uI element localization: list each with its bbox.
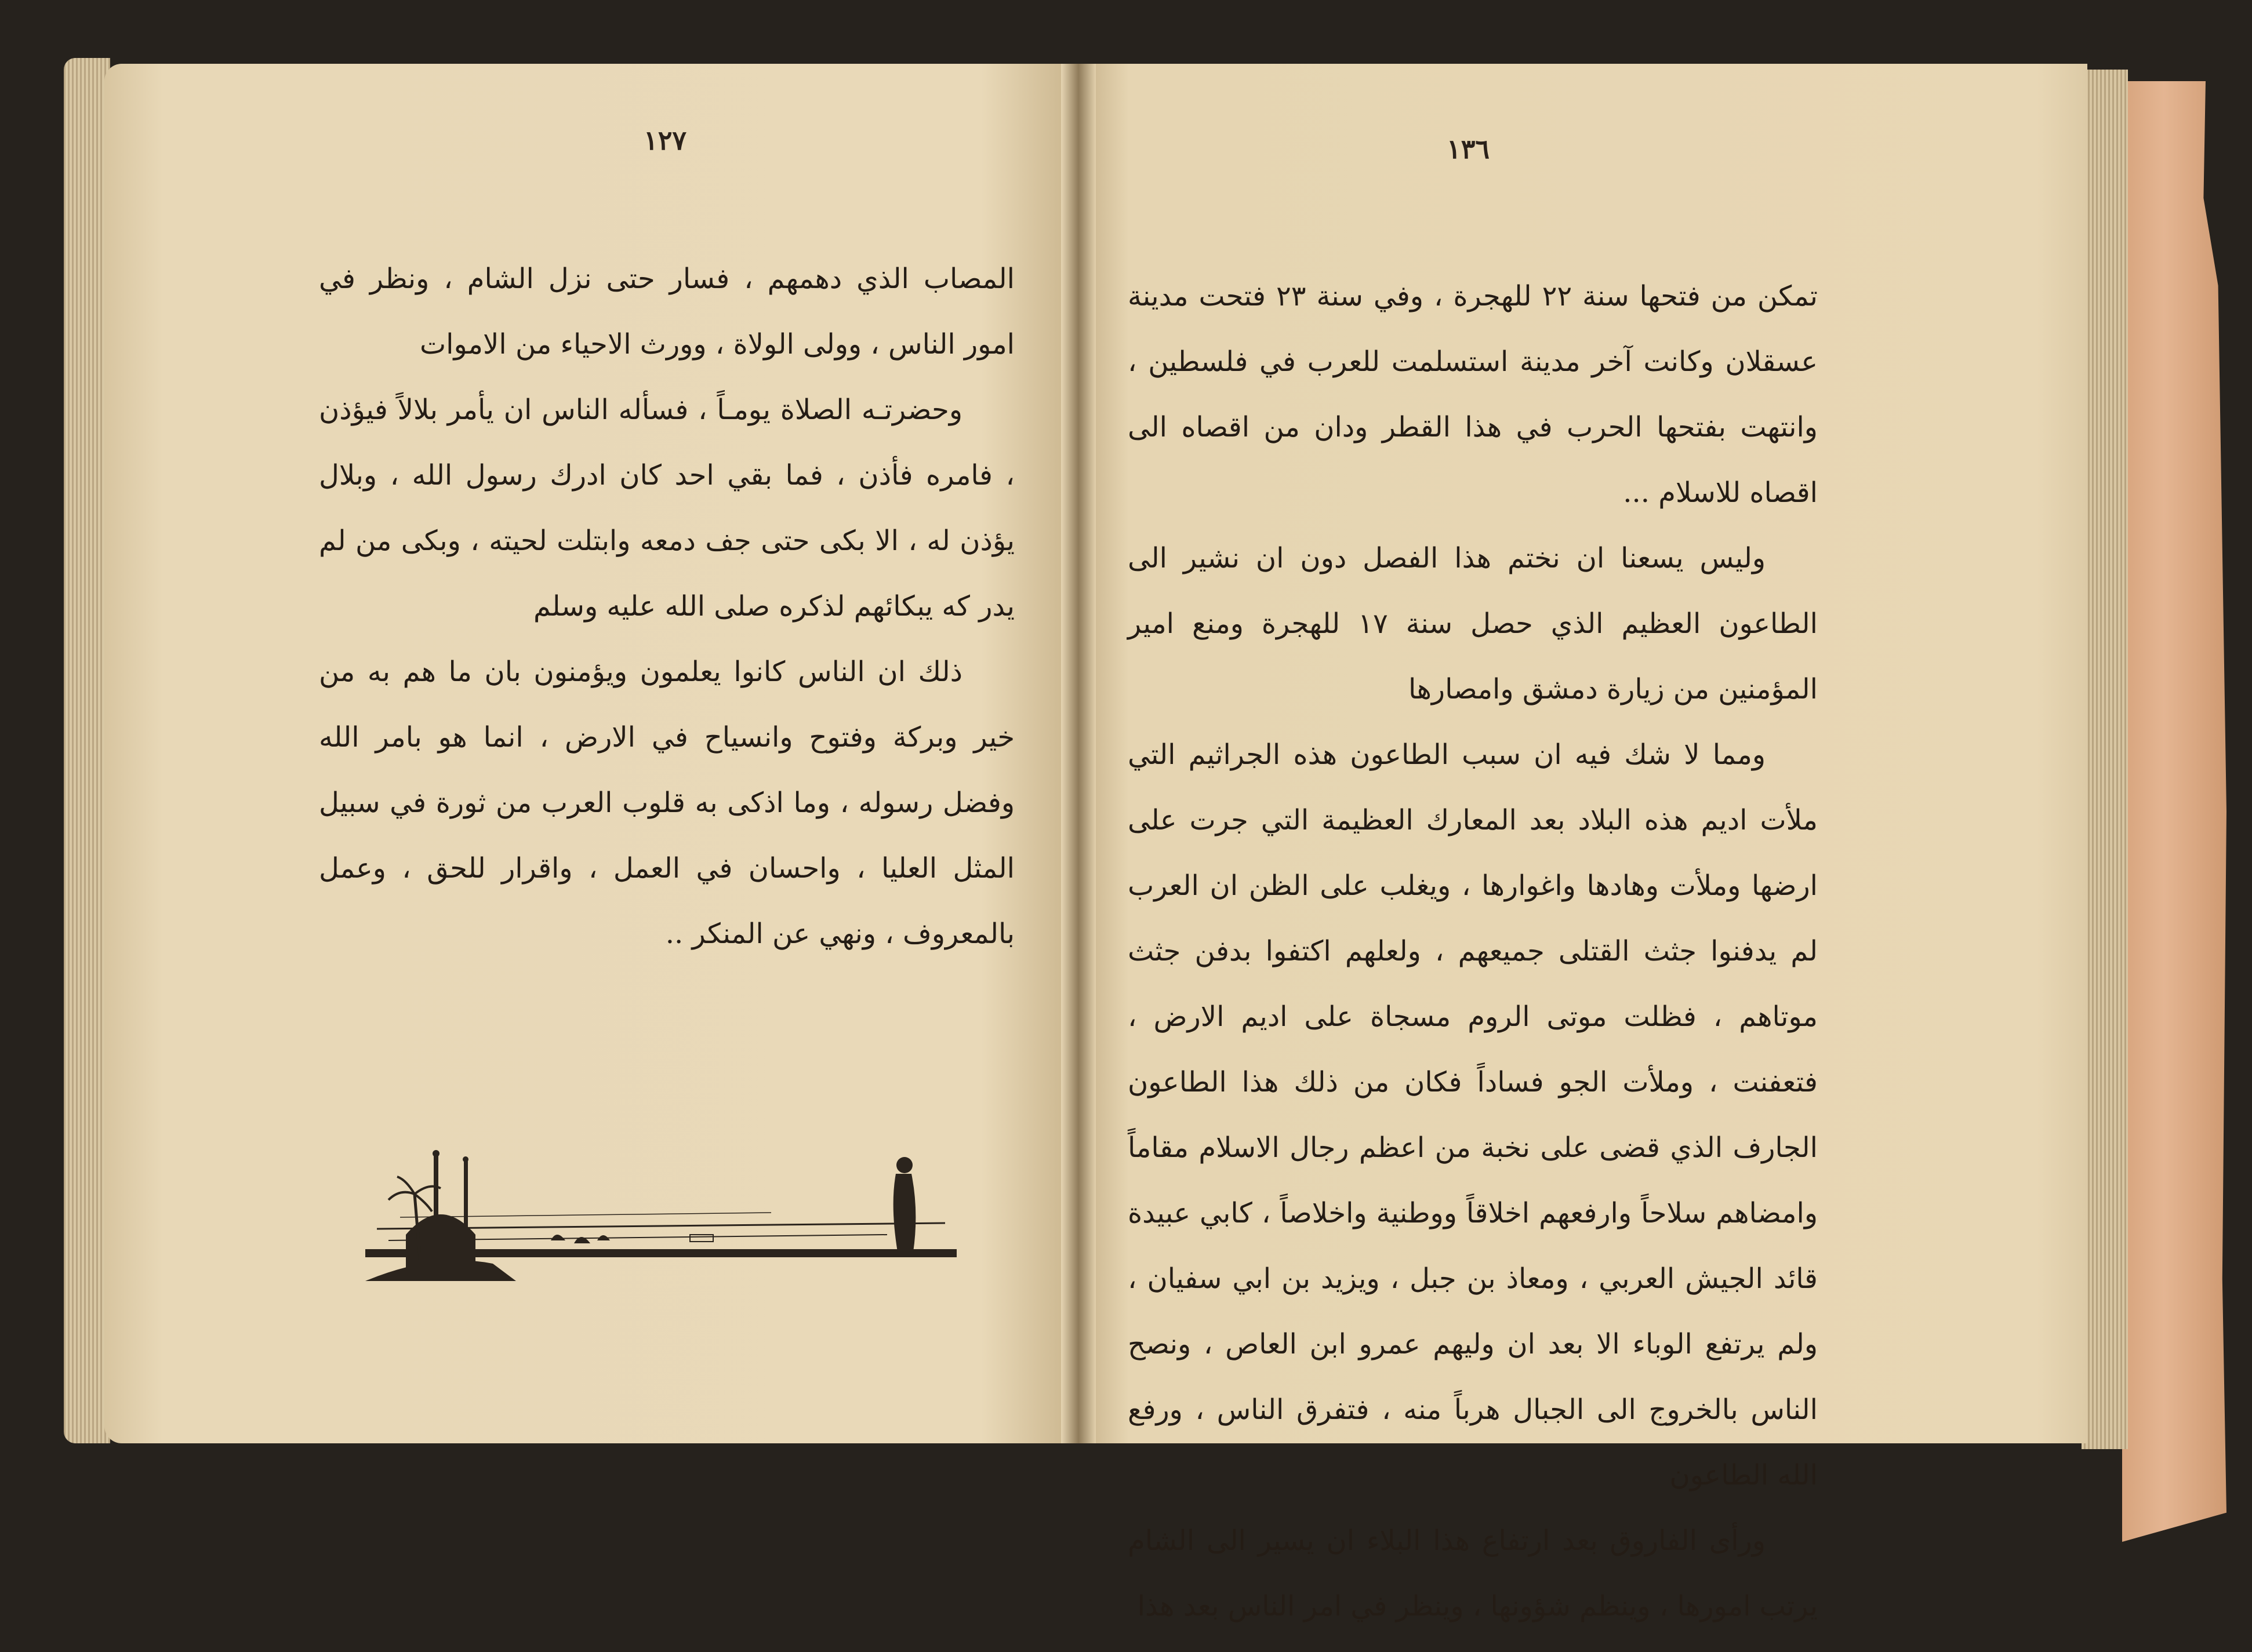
book-gutter bbox=[1061, 64, 1096, 1443]
right-page-edges bbox=[2082, 70, 2128, 1449]
right-paragraph-3: ومما لا شك فيه ان سبب الطاعون هذه الجراثيم التي ملأت اديم هذه البلاد بعد المعارك العظيمة التي جرت على ارضها وملأت وهادها واغوارها ، ويغلب على الظن ان العرب لم يدفنوا جثث القتلى جميعهم ، ولعلهم اكتفوا بدفن جثث موتاهم ، فظلت موتى الروم مسجاة على اديم الارض ، فتعفنت ، وملأت الجو فساداً فكان من ذلك هذا الطاعون الجارف الذي قضى على نخبة من اعظم رجال الاسلام مقاماً وامضاهم سلاحاً وارفعهم اخلاقاً ووطنية واخلاصاً ، كابي عبيدة قائد الجيش العربي ، ومعاذ بن جبل ، ويزيد بن ابي سفيان ، ولم يرتفع الوباء الا بعد ان وليهم عمرو ابن العاص ، ونصح الناس بالخروج الى الجبال هرباً منه ، فتفرق الناس ، ورفع الله الطاعون bbox=[1128, 738, 1818, 1491]
left-page-number: ١٢٧ bbox=[644, 125, 687, 156]
right-page-text bbox=[1128, 264, 1818, 1639]
left-page-text bbox=[319, 246, 1015, 967]
right-page-number: ١٣٦ bbox=[1447, 133, 1490, 165]
landscape-vignette-illustration bbox=[365, 1148, 957, 1298]
book-cover-edge bbox=[2122, 81, 2226, 1542]
left-paragraph-3: ذلك ان الناس كانوا يعلمون ويؤمنون بان ما هم به من خير وبركة وفتوح وانسياح في الارض ، انما هو بامر الله وفضل رسوله ، وما اذكى به قلوب العرب من ثورة في سبيل المثل العليا ، واحسان في العمل ، واقرار للحق ، وعمل بالمعروف ، ونهي عن المنكر .. bbox=[319, 656, 1015, 950]
right-paragraph-4: ورأى الفاروق بعد ارتفاع هذا البلاء ان يسير الى الشام يرتب امورها ، وينظم شؤونها ، وينظر في امر الناس بعد هذا bbox=[1128, 1524, 1818, 1622]
left-paragraph-2: وحضرتـه الصلاة يومـاً ، فسأله الناس ان يأمر بلالاً فيؤذن ، فامره فأذن ، فما بقي احد كان ادرك رسول الله ، وبلال يؤذن له ، الا بكى حتى جف دمعه وابتلت لحيته ، وبكى من لم يدر كه يبكائهم لذكره صلى الله عليه وسلم bbox=[319, 394, 1015, 623]
left-paragraph-1: المصاب الذي دهمهم ، فسار حتى نزل الشام ، ونظر في امور الناس ، وولى الولاة ، وورث الاحياء من الاموات bbox=[319, 263, 1015, 361]
right-paragraph-1: تمكن من فتحها سنة ٢٢ للهجرة ، وفي سنة ٢٣ فتحت مدينة عسقلان وكانت آخر مدينة استسلمت للعرب في فلسطين ، وانتهت بفتحها الحرب في هذا القطر ودان من اقصاه الى اقصاه للاسلام ... bbox=[1128, 280, 1818, 509]
right-paragraph-2: وليس يسعنا ان نختم هذا الفصل دون ان نشير الى الطاعون العظيم الذي حصل سنة ١٧ للهجرة ومنع امير المؤمنين من زيارة دمشق وامصارها bbox=[1128, 542, 1818, 705]
left-page-edges bbox=[64, 58, 110, 1443]
